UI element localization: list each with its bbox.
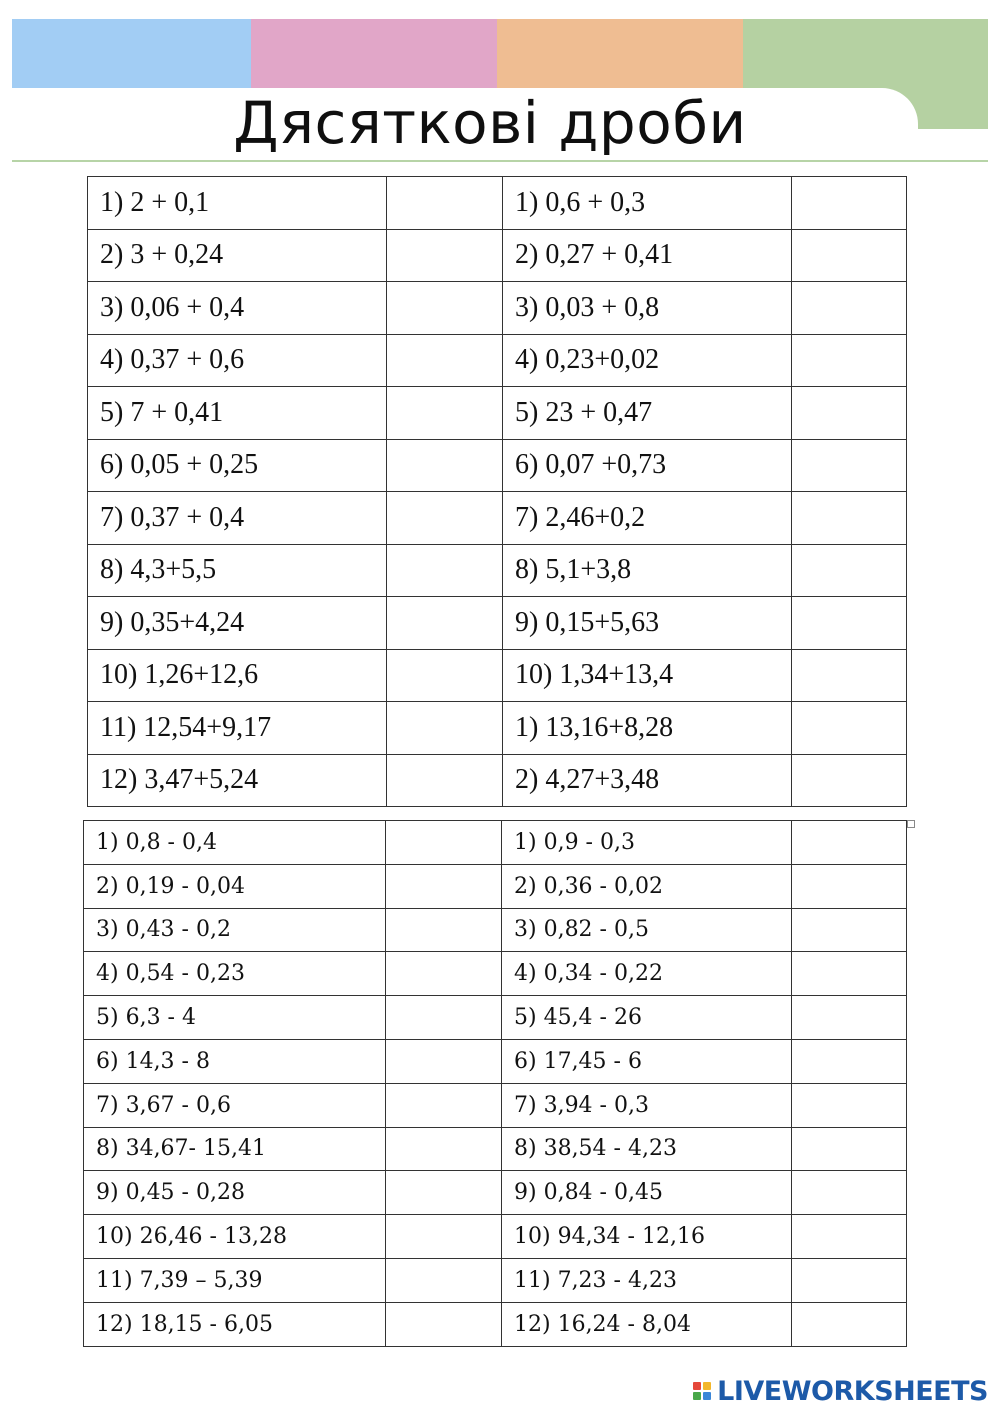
addition-task-left: 10) 1,26+12,6 bbox=[88, 649, 387, 702]
subtraction-task-right: 11) 7,23 - 4,23 bbox=[502, 1258, 792, 1302]
addition-answer-box-right[interactable] bbox=[792, 439, 907, 492]
addition-task-right: 6) 0,07 +0,73 bbox=[503, 439, 792, 492]
header-band-pink bbox=[251, 19, 497, 88]
subtraction-answer-box-right[interactable] bbox=[792, 1039, 907, 1083]
table-row bbox=[88, 282, 907, 335]
addition-answer-box-left[interactable] bbox=[387, 229, 503, 282]
subtraction-answer-box-left[interactable] bbox=[386, 1127, 502, 1171]
subtraction-task-left: 3) 0,43 - 0,2 bbox=[84, 908, 386, 952]
subtraction-answer-box-right[interactable] bbox=[792, 952, 907, 996]
subtraction-task-right: 8) 38,54 - 4,23 bbox=[502, 1127, 792, 1171]
subtraction-answer-box-left[interactable] bbox=[386, 952, 502, 996]
addition-task-right: 2) 0,27 + 0,41 bbox=[503, 229, 792, 282]
subtraction-task-right: 3) 0,82 - 0,5 bbox=[502, 908, 792, 952]
subtraction-task-left: 10) 26,46 - 13,28 bbox=[84, 1215, 386, 1259]
table-row bbox=[84, 952, 907, 996]
subtraction-task-left: 7) 3,67 - 0,6 bbox=[84, 1083, 386, 1127]
subtraction-answer-box-right[interactable] bbox=[792, 1127, 907, 1171]
addition-answer-box-right[interactable] bbox=[792, 544, 907, 597]
table-row bbox=[88, 387, 907, 440]
subtraction-task-left: 6) 14,3 - 8 bbox=[84, 1039, 386, 1083]
subtraction-answer-box-right[interactable] bbox=[792, 864, 907, 908]
addition-answer-box-right[interactable] bbox=[792, 597, 907, 650]
addition-answer-box-right[interactable] bbox=[792, 492, 907, 545]
addition-answer-box-left[interactable] bbox=[387, 387, 503, 440]
logo-text: LIVEWORKSHEETS bbox=[717, 1375, 988, 1407]
subtraction-task-right: 10) 94,34 - 12,16 bbox=[502, 1215, 792, 1259]
addition-answer-box-left[interactable] bbox=[387, 492, 503, 545]
table-row bbox=[88, 649, 907, 702]
table-row bbox=[88, 492, 907, 545]
subtraction-answer-box-left[interactable] bbox=[386, 1171, 502, 1215]
table-row bbox=[84, 996, 907, 1040]
addition-task-right: 9) 0,15+5,63 bbox=[503, 597, 792, 650]
addition-task-right: 10) 1,34+13,4 bbox=[503, 649, 792, 702]
title-divider bbox=[12, 160, 988, 162]
table-row bbox=[88, 177, 907, 230]
subtraction-answer-box-left[interactable] bbox=[386, 821, 502, 865]
table-row bbox=[84, 864, 907, 908]
liveworksheets-logo bbox=[693, 1376, 988, 1406]
subtraction-answer-box-left[interactable] bbox=[386, 864, 502, 908]
subtraction-task-right: 7) 3,94 - 0,3 bbox=[502, 1083, 792, 1127]
subtraction-answer-box-right[interactable] bbox=[792, 1302, 907, 1346]
addition-task-right: 1) 13,16+8,28 bbox=[503, 702, 792, 755]
table-row bbox=[84, 1171, 907, 1215]
subtraction-task-right: 5) 45,4 - 26 bbox=[502, 996, 792, 1040]
addition-answer-box-left[interactable] bbox=[387, 439, 503, 492]
table-row bbox=[84, 1215, 907, 1259]
subtraction-answer-box-left[interactable] bbox=[386, 1083, 502, 1127]
table-row bbox=[84, 908, 907, 952]
addition-task-left: 9) 0,35+4,24 bbox=[88, 597, 387, 650]
subtraction-task-right: 12) 16,24 - 8,04 bbox=[502, 1302, 792, 1346]
addition-task-right: 5) 23 + 0,47 bbox=[503, 387, 792, 440]
addition-task-right: 4) 0,23+0,02 bbox=[503, 334, 792, 387]
subtraction-answer-box-left[interactable] bbox=[386, 1039, 502, 1083]
subtraction-task-left: 8) 34,67- 15,41 bbox=[84, 1127, 386, 1171]
addition-task-left: 1) 2 + 0,1 bbox=[88, 177, 387, 230]
addition-answer-box-right[interactable] bbox=[792, 754, 907, 807]
addition-task-right: 1) 0,6 + 0,3 bbox=[503, 177, 792, 230]
subtraction-task-left: 2) 0,19 - 0,04 bbox=[84, 864, 386, 908]
subtraction-answer-box-left[interactable] bbox=[386, 1215, 502, 1259]
addition-table bbox=[87, 176, 907, 807]
addition-task-left: 11) 12,54+9,17 bbox=[88, 702, 387, 755]
subtraction-task-right: 2) 0,36 - 0,02 bbox=[502, 864, 792, 908]
subtraction-task-left: 1) 0,8 - 0,4 bbox=[84, 821, 386, 865]
addition-answer-box-left[interactable] bbox=[387, 282, 503, 335]
subtraction-answer-box-right[interactable] bbox=[792, 1171, 907, 1215]
addition-answer-box-right[interactable] bbox=[792, 387, 907, 440]
addition-task-left: 8) 4,3+5,5 bbox=[88, 544, 387, 597]
addition-answer-box-right[interactable] bbox=[792, 334, 907, 387]
table-resize-handle bbox=[907, 820, 915, 828]
table-row bbox=[88, 702, 907, 755]
subtraction-answer-box-left[interactable] bbox=[386, 1302, 502, 1346]
subtraction-task-right: 9) 0,84 - 0,45 bbox=[502, 1171, 792, 1215]
subtraction-task-left: 9) 0,45 - 0,28 bbox=[84, 1171, 386, 1215]
table-row bbox=[88, 334, 907, 387]
addition-task-left: 3) 0,06 + 0,4 bbox=[88, 282, 387, 335]
subtraction-task-right: 1) 0,9 - 0,3 bbox=[502, 821, 792, 865]
addition-answer-box-left[interactable] bbox=[387, 754, 503, 807]
page-title: Дясяткові дроби bbox=[233, 89, 747, 157]
addition-answer-box-right[interactable] bbox=[792, 649, 907, 702]
addition-task-right: 8) 5,1+3,8 bbox=[503, 544, 792, 597]
subtraction-answer-box-right[interactable] bbox=[792, 821, 907, 865]
table-row bbox=[88, 754, 907, 807]
table-row bbox=[88, 597, 907, 650]
subtraction-answer-box-right[interactable] bbox=[792, 1258, 907, 1302]
table-row bbox=[84, 821, 907, 865]
table-row bbox=[84, 1083, 907, 1127]
addition-answer-box-right[interactable] bbox=[792, 229, 907, 282]
logo-blocks-icon bbox=[693, 1382, 711, 1400]
subtraction-task-left: 5) 6,3 - 4 bbox=[84, 996, 386, 1040]
addition-task-left: 12) 3,47+5,24 bbox=[88, 754, 387, 807]
addition-task-left: 2) 3 + 0,24 bbox=[88, 229, 387, 282]
table-row bbox=[84, 1302, 907, 1346]
table-row bbox=[84, 1258, 907, 1302]
subtraction-task-left: 12) 18,15 - 6,05 bbox=[84, 1302, 386, 1346]
subtraction-answer-box-left[interactable] bbox=[386, 1258, 502, 1302]
subtraction-answer-box-right[interactable] bbox=[792, 1215, 907, 1259]
subtraction-answer-box-left[interactable] bbox=[386, 996, 502, 1040]
subtraction-task-left: 4) 0,54 - 0,23 bbox=[84, 952, 386, 996]
addition-answer-box-left[interactable] bbox=[387, 334, 503, 387]
subtraction-task-right: 4) 0,34 - 0,22 bbox=[502, 952, 792, 996]
addition-answer-box-left[interactable] bbox=[387, 702, 503, 755]
subtraction-answer-box-right[interactable] bbox=[792, 996, 907, 1040]
addition-answer-box-right[interactable] bbox=[792, 702, 907, 755]
addition-task-right: 7) 2,46+0,2 bbox=[503, 492, 792, 545]
addition-answer-box-right[interactable] bbox=[792, 177, 907, 230]
addition-task-left: 5) 7 + 0,41 bbox=[88, 387, 387, 440]
addition-task-left: 4) 0,37 + 0,6 bbox=[88, 334, 387, 387]
header-band-blue bbox=[12, 19, 251, 88]
addition-task-right: 3) 0,03 + 0,8 bbox=[503, 282, 792, 335]
table-row bbox=[84, 1127, 907, 1171]
table-row bbox=[88, 544, 907, 597]
addition-answer-box-left[interactable] bbox=[387, 597, 503, 650]
addition-answer-box-left[interactable] bbox=[387, 649, 503, 702]
addition-answer-box-right[interactable] bbox=[792, 282, 907, 335]
subtraction-table bbox=[83, 820, 907, 1347]
addition-task-left: 6) 0,05 + 0,25 bbox=[88, 439, 387, 492]
addition-task-left: 7) 0,37 + 0,4 bbox=[88, 492, 387, 545]
subtraction-task-right: 6) 17,45 - 6 bbox=[502, 1039, 792, 1083]
table-row bbox=[88, 439, 907, 492]
addition-task-right: 2) 4,27+3,48 bbox=[503, 754, 792, 807]
table-row bbox=[88, 229, 907, 282]
header-band-orange bbox=[497, 19, 743, 88]
subtraction-answer-box-right[interactable] bbox=[792, 1083, 907, 1127]
subtraction-answer-box-right[interactable] bbox=[792, 908, 907, 952]
addition-answer-box-left[interactable] bbox=[387, 544, 503, 597]
subtraction-answer-box-left[interactable] bbox=[386, 908, 502, 952]
addition-answer-box-left[interactable] bbox=[387, 177, 503, 230]
table-row bbox=[84, 1039, 907, 1083]
subtraction-task-left: 11) 7,39 – 5,39 bbox=[84, 1258, 386, 1302]
